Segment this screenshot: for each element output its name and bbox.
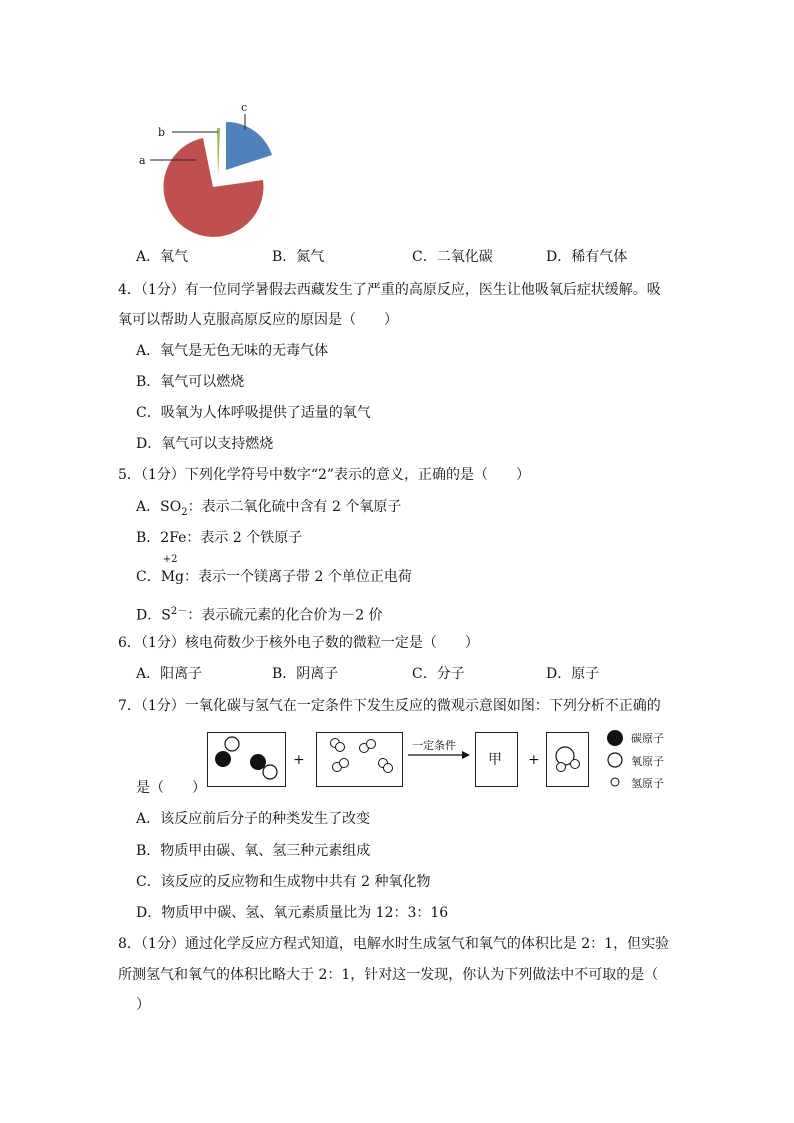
q5-option-a[interactable]: [136, 498, 401, 522]
q4-option-c[interactable]: C．吸氧为人体呼吸提供了适量的氧气: [136, 405, 371, 421]
product-label: 甲: [488, 752, 502, 768]
q7-option-b[interactable]: B．物质甲由碳、氧、氢三种元素组成: [136, 843, 371, 859]
q4-option-a[interactable]: A．氧气是无色无味的无毒气体: [136, 343, 329, 359]
q5-c-symbol: Mg: [160, 569, 185, 585]
reactant-h2-box: [316, 732, 403, 787]
q5-d-superscript: 2－: [170, 606, 188, 617]
arrow-label: 一定条件: [412, 739, 456, 752]
q6-stem: 6．（1分）核电荷数少于核外电子数的微粒一定是（ ）: [118, 635, 479, 651]
q3-option-a[interactable]: A．氧气: [136, 249, 189, 265]
q6-option-a[interactable]: A．阳离子: [136, 666, 203, 682]
q7-option-c[interactable]: C．该反应的反应物和生成物中共有 2 种氧化物: [136, 874, 431, 890]
q3-option-d[interactable]: D．稀有气体: [546, 249, 628, 265]
air-composition-pie: [0, 0, 794, 240]
q6-option-b[interactable]: B．阴离子: [272, 666, 339, 682]
pie-label-a: a: [139, 154, 146, 167]
reactant-co-box: [207, 732, 286, 787]
q8-stem-line2: 所测氢气和氧气的体积比略大于 2：1，针对这一发现，你认为下列做法中不可取的是（: [118, 967, 659, 983]
q4-option-b[interactable]: B．氧气可以燃烧: [136, 374, 245, 390]
legend-oxygen-label: 氧原子: [631, 755, 664, 768]
q5-c-prefix: C．: [136, 569, 161, 585]
q7-option-a[interactable]: A．该反应前后分子的种类发生了改变: [136, 811, 371, 827]
q3-option-c[interactable]: C．二氧化碳: [412, 249, 493, 265]
plus-sign-1: +: [293, 752, 305, 768]
reaction-arrowhead: [462, 751, 470, 759]
legend-carbon-label: 碳原子: [631, 732, 664, 745]
q5-a-subscript: 2: [181, 506, 188, 518]
q6-option-c[interactable]: C．分子: [412, 666, 465, 682]
q8-stem-line3: ）: [136, 997, 150, 1013]
q5-c-superscript: +2: [162, 554, 178, 565]
q7-stem-end: 是（ ）: [136, 780, 206, 796]
q6-option-d[interactable]: D．原子: [546, 666, 600, 682]
q5-c-rest: ：表示一个镁离子带 2 个单位正电荷: [184, 569, 412, 585]
q7-stem: 7．（1分）一氧化碳与氢气在一定条件下发生反应的微观示意图如图：下列分析不正确的: [118, 698, 661, 714]
legend-hydrogen-icon: [611, 778, 619, 786]
pie-label-b: b: [158, 126, 166, 139]
q7-option-d[interactable]: D．物质甲中碳、氢、氧元素质量比为 12：3：16: [136, 905, 449, 921]
product-h2o-box: [546, 732, 589, 787]
q4-option-d[interactable]: D．氧气可以支持燃烧: [136, 436, 274, 452]
q5-a-rest: ：表示二氧化硫中含有 2 个氧原子: [187, 499, 402, 515]
q5-d-prefix: D．S: [136, 607, 171, 624]
legend-hydrogen-label: 氢原子: [631, 777, 664, 790]
legend-carbon-icon: [607, 730, 623, 746]
q8-stem-line1: 8．（1分）通过化学反应方程式知道，电解水时生成氢气和氧气的体积比是 2：1，但实验: [118, 936, 670, 952]
q5-stem: 5．（1分）下列化学符号中数字“2”表示的意义，正确的是（ ）: [118, 467, 531, 483]
pie-slice-c: [226, 122, 272, 170]
pie-label-c: c: [241, 101, 248, 114]
q3-option-b[interactable]: B．氮气: [272, 249, 325, 265]
q5-option-d[interactable]: [136, 603, 383, 625]
q4-stem-line1: 4．（1分）有一位同学暑假去西藏发生了严重的高原反应，医生让他吸氧后症状缓解。吸: [118, 282, 661, 298]
q4-stem-line2: 氧可以帮助人克服高原反应的原因是（ ）: [118, 312, 398, 328]
q5-d-rest: ：表示硫元素的化合价为－2 价: [187, 607, 383, 624]
pie-slice-b: [217, 128, 220, 178]
q5-a-prefix: A．SO: [136, 499, 182, 515]
q5-option-c[interactable]: [136, 554, 412, 586]
plus-sign-2: +: [528, 752, 540, 768]
q5-option-b[interactable]: B．2Fe：表示 2 个铁原子: [136, 530, 303, 546]
legend-oxygen-icon: [608, 753, 622, 767]
